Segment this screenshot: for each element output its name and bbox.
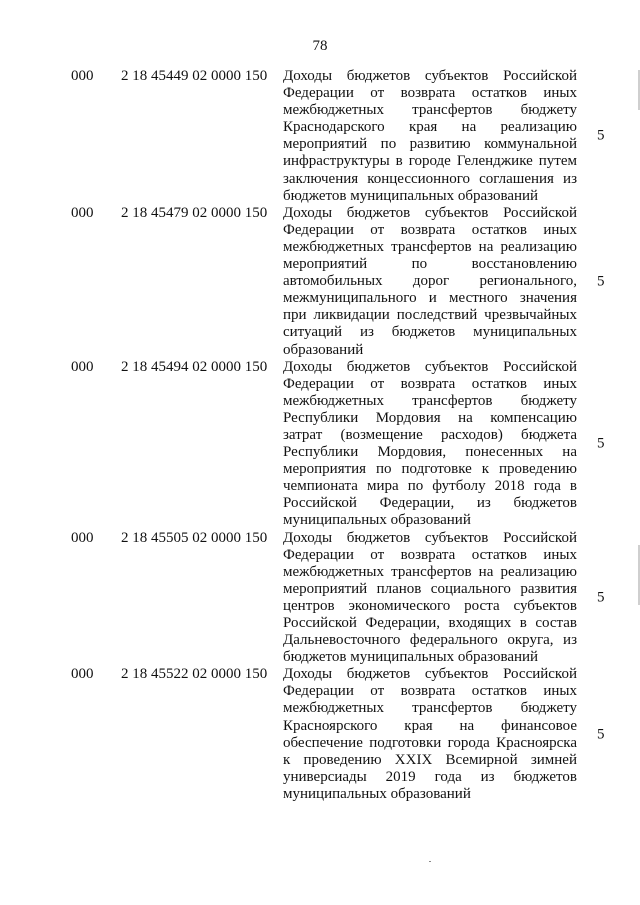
administrator-code: 000 [71,666,94,683]
budget-classification-code: 2 18 45479 02 0000 150 [121,204,268,221]
table-row [0,530,640,667]
amount-value: 5 [597,726,605,743]
revenue-description: Доходы бюджетов субъектов Российской Федерации от возврата остатков иных межбюджетных трансфертов на реализацию мероприятий планов социального развития центров экономического роста субъектов Российской Федерации, входящих в состав Дальневосточного федерального округа, из бюджетов муниципальных образований [283,529,577,666]
table-row [0,68,640,205]
revenue-description: Доходы бюджетов субъектов Российской Федерации от возврата остатков иных межбюджетных трансфертов бюджету Республики Мордовия на компенсацию затрат (возмещение расходов) бюджета Республики Мордовия, понесенных на мероприятия по подготовке к проведению чемпионата мира по футболу 2018 года в Российской Федерации, из бюджетов муниципальных образований [283,358,577,529]
amount-value: 5 [597,127,605,144]
revenue-description: Доходы бюджетов субъектов Российской Федерации от возврата остатков иных межбюджетных трансфертов бюджету Красноярского края на финансовое обеспечение подготовки города Красноярска к проведению XXIX Всемирной зимней универсиады 2019 года из бюджетов муниципальных образований [283,666,577,802]
budget-classification-code: 2 18 45494 02 0000 150 [121,358,268,375]
revenue-entries-table [0,68,640,803]
table-row [0,359,640,530]
administrator-code: 000 [71,358,94,375]
budget-classification-code: 2 18 45505 02 0000 150 [121,529,268,546]
administrator-code: 000 [71,68,94,84]
revenue-description: Доходы бюджетов субъектов Российской Федерации от возврата остатков иных межбюджетных трансфертов бюджету Краснодарского края на реализацию мероприятий по развитию коммунальной инфраструктуры в городе Геленджике путем заключения концессионного соглашения из бюджетов муниципальных образований [283,68,577,204]
amount-value: 5 [597,435,605,452]
scan-speck [429,861,431,862]
amount-value: 5 [597,273,605,290]
amount-value: 5 [597,589,605,606]
administrator-code: 000 [71,204,94,221]
table-row [0,205,640,359]
revenue-description: Доходы бюджетов субъектов Российской Федерации от возврата остатков иных межбюджетных трансфертов на реализацию мероприятий по восстановлению автомобильных дорог регионального, межмуниципального и местного значения при ликвидации последствий чрезвычайных ситуаций из бюджетов муниципальных образований [283,204,577,358]
table-row [0,666,640,803]
administrator-code: 000 [71,529,94,546]
page-number: 78 [312,38,328,54]
budget-classification-code: 2 18 45522 02 0000 150 [121,666,268,683]
budget-classification-code: 2 18 45449 02 0000 150 [121,68,268,84]
